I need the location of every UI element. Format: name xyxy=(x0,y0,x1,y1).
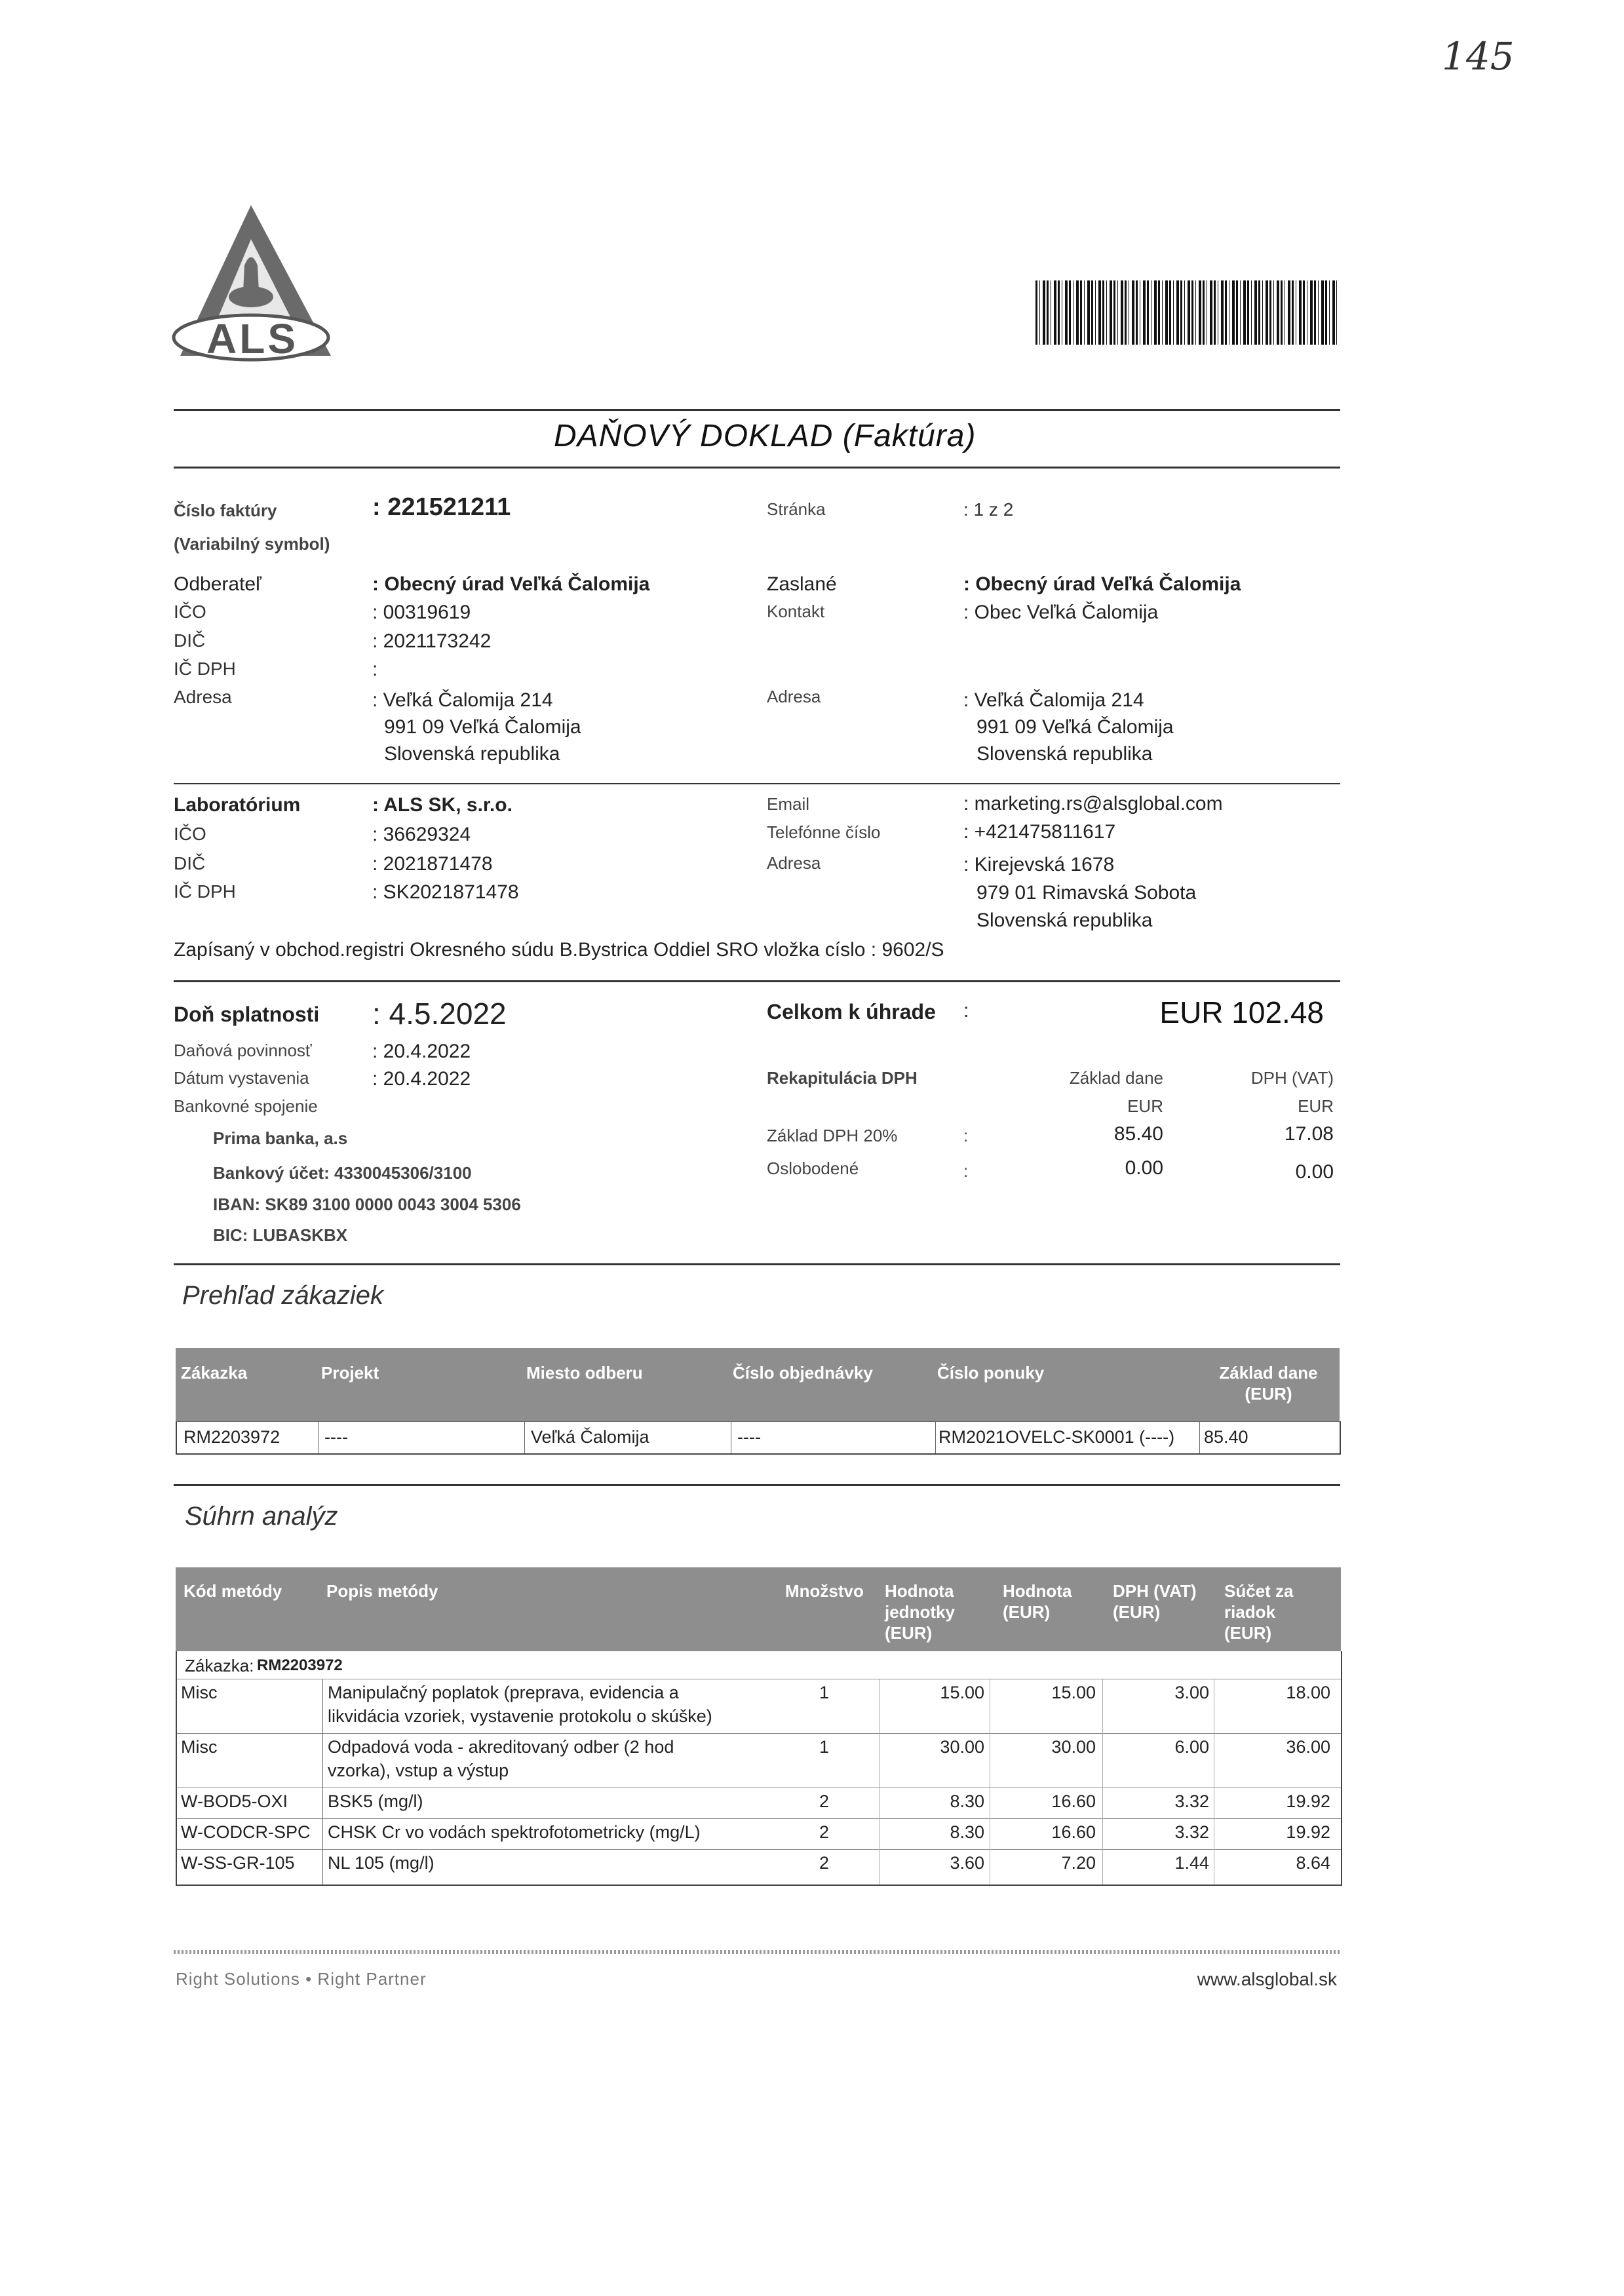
als-logo xyxy=(167,200,344,364)
lab-phone: : +421475811617 xyxy=(963,821,1116,843)
customer-dic-label: DIČ xyxy=(174,630,206,651)
bank-iban: IBAN: SK89 3100 0000 0043 3004 5306 xyxy=(213,1195,521,1214)
due-date-value: : 4.5.2022 xyxy=(372,997,507,1031)
shipped-name: : Obecný úrad Veľká Čalomija xyxy=(963,573,1241,595)
analysis-row-total: 36.00 xyxy=(1286,1737,1330,1757)
invoice-number-label: Číslo faktúry xyxy=(174,501,277,520)
section-rule-4 xyxy=(174,1484,1340,1486)
section-rule-1 xyxy=(174,783,1340,784)
vat-row-colon: : xyxy=(963,1161,969,1181)
orders-header-order: Zákazka xyxy=(181,1363,248,1383)
analysis-code: W-CODCR-SPC xyxy=(181,1822,311,1842)
analyses-section-title: Súhrn analýz xyxy=(185,1502,338,1531)
due-date-label: Doň splatnosti xyxy=(174,1003,320,1026)
orders-cell-tax-base: 85.40 xyxy=(1204,1427,1248,1447)
analysis-unit-price: 15.00 xyxy=(940,1683,984,1702)
footer-slogan: Right Solutions • Right Partner xyxy=(176,1969,427,1989)
lab-address-label: Adresa xyxy=(767,853,821,873)
analysis-unit-price: 3.60 xyxy=(950,1853,984,1873)
vat-row-vat: 0.00 xyxy=(1295,1161,1334,1183)
bank-label: Bankovné spojenie xyxy=(174,1096,318,1116)
analysis-value: 15.00 xyxy=(1051,1683,1096,1702)
lab-phone-label: Telefónne číslo xyxy=(767,822,881,842)
customer-address-line1: : Veľká Čalomija 214 xyxy=(372,689,553,711)
analysis-code: Misc xyxy=(181,1737,218,1757)
orders-header-quote-number: Číslo ponuky xyxy=(937,1363,1045,1383)
footer-dotted-rule xyxy=(174,1950,1340,1954)
analysis-value: 16.60 xyxy=(1051,1791,1096,1811)
orders-cell-order: RM2203972 xyxy=(184,1427,280,1447)
vat-base-header: Základ dane xyxy=(1069,1068,1163,1088)
analysis-description: Manipulačný poplatok (preprava, evidencia a likvidácia vzoriek, vystavenie protokolu o skúške) xyxy=(328,1683,712,1726)
tax-date-label: Daňová povinnosť xyxy=(174,1041,312,1060)
orders-cell-location: Veľká Čalomija xyxy=(531,1427,649,1447)
analysis-quantity: 1 xyxy=(819,1683,830,1702)
lab-name: : ALS SK, s.r.o. xyxy=(372,794,512,816)
document-title: DAŇOVÝ DOKLAD (Faktúra) xyxy=(554,419,976,453)
lab-icdph-label: IČ DPH xyxy=(174,881,236,902)
customer-icdph-label: IČ DPH xyxy=(174,659,236,679)
footer-website: www.alsglobal.sk xyxy=(1197,1969,1337,1989)
lab-icdph: : SK2021871478 xyxy=(372,881,519,903)
bank-account: Bankový účet: 4330045306/3100 xyxy=(213,1163,472,1183)
analysis-vat: 6.00 xyxy=(1174,1737,1209,1757)
page-value: : 1 z 2 xyxy=(963,499,1014,520)
customer-address-line2: 991 09 Veľká Čalomija xyxy=(384,716,581,738)
analysis-row-total: 19.92 xyxy=(1286,1822,1330,1842)
column-divider xyxy=(935,1422,936,1453)
orders-header-project: Projekt xyxy=(321,1363,379,1383)
table-row xyxy=(177,1819,1341,1849)
group-value: RM2203972 xyxy=(257,1656,343,1674)
vat-row-label: Základ DPH 20% xyxy=(767,1126,898,1145)
orders-cell-project: ---- xyxy=(324,1427,348,1447)
shipped-address-line1: : Veľká Čalomija 214 xyxy=(963,689,1144,711)
table-row xyxy=(177,1850,1341,1880)
table-row xyxy=(177,1679,1341,1733)
column-divider xyxy=(1199,1422,1200,1453)
analysis-code: W-SS-GR-105 xyxy=(181,1853,295,1873)
lab-ico: : 36629324 xyxy=(372,824,471,845)
vat-row-base: 85.40 xyxy=(1113,1123,1163,1145)
bank-bic: BIC: LUBASKBX xyxy=(213,1225,348,1245)
orders-section-title: Prehľad zákaziek xyxy=(182,1281,383,1310)
vat-vat-header: DPH (VAT) xyxy=(1250,1068,1334,1088)
customer-address-label: Adresa xyxy=(174,687,232,707)
analysis-unit-price: 8.30 xyxy=(950,1791,984,1811)
vat-base-unit: EUR xyxy=(1127,1096,1163,1116)
analyses-header-vat: DPH (VAT) (EUR) xyxy=(1113,1581,1197,1622)
analysis-description: CHSK Cr vo vodách spektrofotometricky (mg/L) xyxy=(328,1822,701,1842)
shipped-address-line3: Slovenská republika xyxy=(976,743,1153,765)
analyses-header-code: Kód metódy xyxy=(184,1581,282,1601)
lab-email: : marketing.rs@alsglobal.com xyxy=(963,793,1223,814)
analyses-table-body xyxy=(176,1651,1342,1886)
title-bottom-rule xyxy=(174,467,1340,469)
lab-address-line3: Slovenská republika xyxy=(976,909,1153,931)
lab-label: Laboratórium xyxy=(174,794,301,816)
title-top-rule xyxy=(174,409,1340,411)
issue-date-label: Dátum vystavenia xyxy=(174,1068,309,1088)
analysis-vat: 3.32 xyxy=(1174,1791,1209,1811)
customer-dic: : 2021173242 xyxy=(372,630,492,652)
vat-row-colon: : xyxy=(963,1126,969,1145)
orders-header-tax-base: Základ dane (EUR) xyxy=(1219,1363,1318,1404)
issue-date-value: : 20.4.2022 xyxy=(372,1068,471,1090)
column-divider xyxy=(1102,1679,1103,1885)
page-label: Stránka xyxy=(767,499,826,519)
orders-cell-po-number: ---- xyxy=(737,1427,761,1447)
customer-name: : Obecný úrad Veľká Čalomija xyxy=(372,573,650,595)
analysis-vat: 3.00 xyxy=(1174,1683,1209,1702)
orders-table-header xyxy=(176,1348,1340,1421)
customer-ico: : 00319619 xyxy=(372,602,471,623)
shipped-contact: : Obec Veľká Čalomija xyxy=(963,602,1159,623)
bank-name: Prima banka, a.s xyxy=(213,1128,348,1148)
barcode xyxy=(1035,280,1337,345)
table-row xyxy=(177,1788,1341,1818)
column-divider xyxy=(322,1679,323,1885)
total-colon: : xyxy=(963,1000,969,1022)
analysis-quantity: 2 xyxy=(819,1791,830,1811)
table-row xyxy=(177,1734,1341,1788)
analysis-quantity: 1 xyxy=(819,1737,830,1757)
analysis-description: BSK5 (mg/l) xyxy=(328,1791,423,1811)
orders-header-location: Miesto odberu xyxy=(526,1363,643,1383)
analyses-header-quantity: Množstvo xyxy=(785,1581,864,1601)
analysis-vat: 1.44 xyxy=(1174,1853,1209,1873)
analysis-quantity: 2 xyxy=(819,1853,830,1873)
lab-address-line1: : Kirejevská 1678 xyxy=(963,854,1115,875)
analyses-header-description: Popis metódy xyxy=(326,1581,438,1601)
variable-symbol-label: (Variabilný symbol) xyxy=(174,534,330,554)
vat-row-base: 0.00 xyxy=(1125,1157,1163,1179)
shipped-contact-label: Kontakt xyxy=(767,602,825,621)
analysis-unit-price: 8.30 xyxy=(950,1822,984,1842)
section-rule-2 xyxy=(174,980,1340,982)
analysis-value: 7.20 xyxy=(1061,1853,1096,1873)
analysis-description: NL 105 (mg/l) xyxy=(328,1853,435,1873)
logo-text: ALS xyxy=(206,315,298,362)
lab-email-label: Email xyxy=(767,794,810,814)
shipped-address-line2: 991 09 Veľká Čalomija xyxy=(976,716,1174,738)
column-divider xyxy=(318,1422,319,1453)
analysis-quantity: 2 xyxy=(819,1822,830,1842)
lab-registry-note: Zapísaný v obchod.registri Okresného súdu B.Bystrica Oddiel SRO vložka císlo : 9602/S xyxy=(174,939,944,961)
lab-dic-label: DIČ xyxy=(174,853,206,873)
analysis-value: 16.60 xyxy=(1051,1822,1096,1842)
tax-date-value: : 20.4.2022 xyxy=(372,1041,471,1062)
analysis-description: Odpadová voda - akreditovaný odber (2 hod vzorka), vstup a výstup xyxy=(328,1737,674,1780)
total-label: Celkom k úhrade xyxy=(767,1000,936,1024)
lab-address-line2: 979 01 Rimavská Sobota xyxy=(976,882,1197,904)
vat-row-label: Oslobodené xyxy=(767,1158,859,1178)
shipped-label: Zaslané xyxy=(767,573,837,595)
handwritten-page-number: 145 xyxy=(1442,34,1515,79)
vat-recap-label: Rekapitulácia DPH xyxy=(767,1068,918,1088)
shipped-address-label: Adresa xyxy=(767,687,821,706)
analyses-header-value: Hodnota (EUR) xyxy=(1003,1581,1072,1622)
analysis-unit-price: 30.00 xyxy=(940,1737,984,1757)
customer-address-line3: Slovenská republika xyxy=(384,743,560,765)
analyses-table-header xyxy=(176,1567,1341,1651)
total-amount: EUR 102.48 xyxy=(1159,995,1324,1029)
analysis-vat: 3.32 xyxy=(1174,1822,1209,1842)
customer-icdph: : xyxy=(372,659,378,680)
customer-ico-label: IČO xyxy=(174,602,206,622)
vat-row-vat: 17.08 xyxy=(1284,1123,1334,1145)
analysis-row-total: 8.64 xyxy=(1296,1853,1330,1873)
analyses-header-unit-price: Hodnota jednotky (EUR) xyxy=(885,1581,955,1643)
orders-cell-quote-number: RM2021OVELC-SK0001 (----) xyxy=(938,1427,1175,1447)
lab-ico-label: IČO xyxy=(174,824,206,844)
analyses-header-row-total: Súčet za riadok (EUR) xyxy=(1224,1581,1294,1643)
analysis-row-total: 19.92 xyxy=(1286,1791,1330,1811)
invoice-number-value: : 221521211 xyxy=(372,493,511,521)
analysis-code: Misc xyxy=(181,1683,218,1702)
analysis-value: 30.00 xyxy=(1051,1737,1096,1757)
group-label: Zákazka: xyxy=(185,1656,254,1675)
analysis-code: W-BOD5-OXI xyxy=(181,1791,288,1811)
customer-label: Odberateľ xyxy=(174,573,261,595)
orders-header-po-number: Číslo objednávky xyxy=(733,1363,873,1383)
section-rule-3 xyxy=(174,1263,1340,1265)
analysis-row-total: 18.00 xyxy=(1286,1683,1330,1702)
table-row xyxy=(176,1421,1341,1455)
vat-vat-unit: EUR xyxy=(1298,1096,1334,1116)
column-divider xyxy=(524,1422,525,1453)
lab-dic: : 2021871478 xyxy=(372,853,493,875)
